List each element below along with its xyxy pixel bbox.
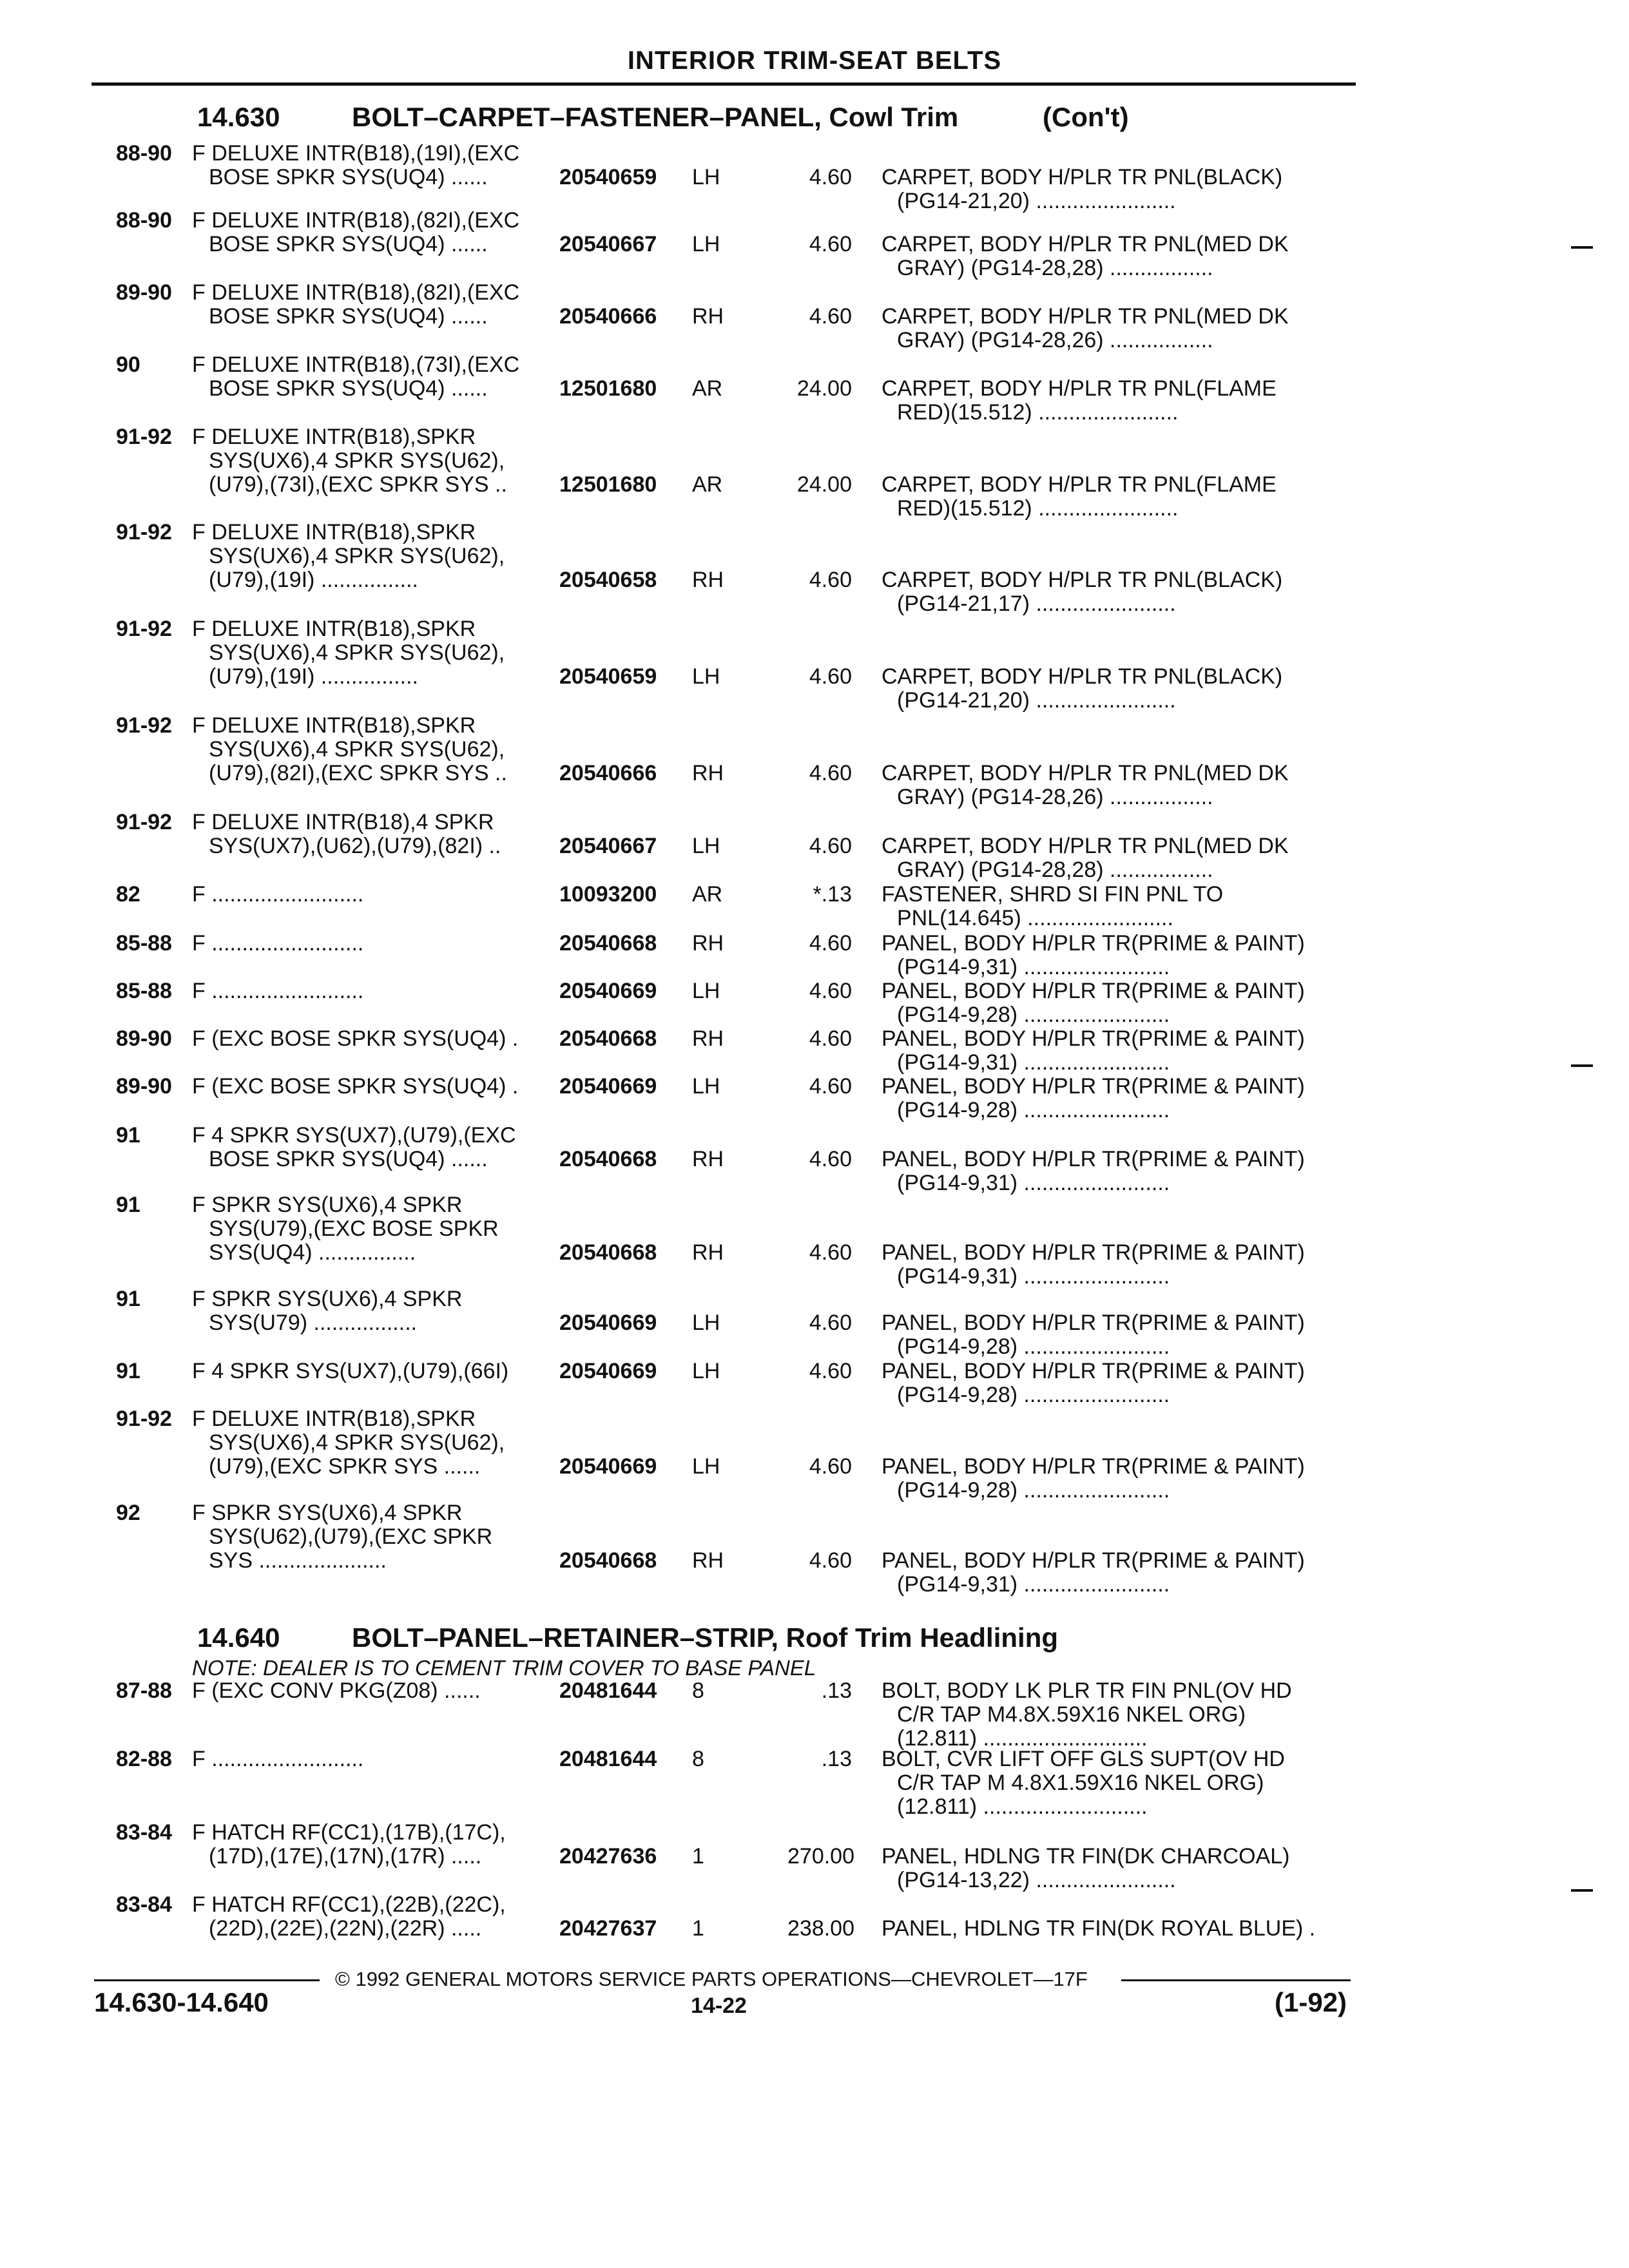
description-line: (PG14-21,17) ....................... <box>897 591 1176 616</box>
quantity: RH <box>692 568 724 592</box>
quantity: AR <box>692 882 723 907</box>
part-description <box>882 1241 1305 1289</box>
usage-description <box>192 1747 363 1771</box>
usage-description <box>192 1075 518 1099</box>
section-title: BOLT–CARPET–FASTENER–PANEL, Cowl Trim <box>352 102 959 132</box>
usage-line: BOSE SPKR SYS(UQ4) ...... <box>209 1147 488 1171</box>
quantity: LH <box>692 232 720 256</box>
price: 4.60 <box>809 1548 852 1573</box>
usage-line: F DELUXE INTR(B18),(82I),(EXC <box>192 280 520 305</box>
part-description <box>882 1027 1305 1075</box>
quantity: LH <box>692 664 720 689</box>
price: 4.60 <box>809 1454 852 1479</box>
header-rule <box>92 82 1356 86</box>
usage-line: SYS(UX6),4 SPKR SYS(U62), <box>209 1430 505 1455</box>
part-description <box>882 1075 1305 1122</box>
part-number: 20540659 <box>559 165 657 189</box>
usage-description <box>192 209 519 256</box>
usage-description <box>192 281 519 329</box>
price: 4.60 <box>809 1311 852 1335</box>
usage-description <box>192 1193 499 1265</box>
part-description <box>882 1148 1305 1195</box>
usage-line: F DELUXE INTR(B18),4 SPKR <box>192 810 494 834</box>
description-line: GRAY) (PG14-28,28) ................. <box>897 858 1213 882</box>
part-number: 10093200 <box>559 882 657 907</box>
quantity: 1 <box>692 1916 704 1941</box>
description-line: CARPET, BODY H/PLR TR PNL(FLAME <box>882 472 1277 497</box>
usage-line: F DELUXE INTR(B18),SPKR <box>192 520 476 544</box>
usage-line: F ......................... <box>192 979 364 1003</box>
price: .13 <box>821 1747 852 1771</box>
part-number: 20540666 <box>559 761 657 785</box>
price: 24.00 <box>796 376 852 401</box>
model-years: 85-88 <box>116 979 172 1003</box>
section-title: BOLT–PANEL–RETAINER–STRIP, Roof Trim Headlining <box>352 1622 1058 1653</box>
section-number: 14.640 <box>197 1622 280 1653</box>
part-number: 20540668 <box>559 1548 657 1573</box>
usage-line: F ......................... <box>192 931 364 956</box>
usage-line: SYS(UX7),(U62),(U79),(82I) .. <box>209 834 501 858</box>
description-line: (12.811) ........................... <box>897 1794 1148 1819</box>
usage-line: SYS(U62),(U79),(EXC SPKR <box>209 1524 493 1549</box>
usage-description <box>192 979 363 1003</box>
section-note: NOTE: DEALER IS TO CEMENT TRIM COVER TO BASE PANEL <box>192 1656 816 1680</box>
part-number: 20540669 <box>559 979 657 1003</box>
part-number: 20540667 <box>559 232 657 256</box>
usage-line: F SPKR SYS(UX6),4 SPKR <box>192 1501 463 1525</box>
description-line: C/R TAP M4.8X.59X16 NKEL ORG) <box>897 1702 1246 1727</box>
model-years: 89-90 <box>116 1026 172 1051</box>
quantity: AR <box>692 472 723 497</box>
part-number: 20481644 <box>559 1678 657 1703</box>
description-line: PANEL, BODY H/PLR TR(PRIME & PAINT) <box>882 1311 1305 1335</box>
margin-tick <box>1571 1889 1593 1892</box>
usage-line: SYS(UX6),4 SPKR SYS(U62), <box>209 737 505 762</box>
usage-description <box>192 1679 481 1703</box>
usage-line: F HATCH RF(CC1),(22B),(22C), <box>192 1892 506 1917</box>
usage-line: SYS(U79),(EXC BOSE SPKR <box>209 1216 499 1241</box>
description-line: PANEL, BODY H/PLR TR(PRIME & PAINT) <box>882 1074 1305 1099</box>
description-line: FASTENER, SHRD SI FIN PNL TO <box>882 882 1224 907</box>
price: 4.60 <box>809 979 852 1003</box>
price: 4.60 <box>809 931 852 956</box>
description-line: BOLT, CVR LIFT OFF GLS SUPT(OV HD <box>882 1747 1285 1771</box>
description-line: (PG14-9,31) ........................ <box>897 1171 1170 1195</box>
description-line: (PG14-9,28) ........................ <box>897 1383 1170 1407</box>
description-line: CARPET, BODY H/PLR TR PNL(BLACK) <box>882 664 1283 689</box>
usage-line: (U79),(19I) ................ <box>209 568 418 592</box>
usage-description <box>192 1893 506 1941</box>
price: 4.60 <box>809 165 852 189</box>
usage-line: BOSE SPKR SYS(UQ4) ...... <box>209 165 488 189</box>
usage-line: F DELUXE INTR(B18),(82I),(EXC <box>192 208 520 233</box>
part-number: 20540668 <box>559 931 657 956</box>
usage-line: F SPKR SYS(UX6),4 SPKR <box>192 1287 463 1311</box>
margin-tick <box>1571 1064 1593 1067</box>
usage-line: (17D),(17E),(17N),(17R) ..... <box>209 1844 482 1869</box>
model-years: 88-90 <box>116 141 172 166</box>
price: *.13 <box>813 882 852 907</box>
quantity: RH <box>692 1026 724 1051</box>
usage-description <box>192 932 363 956</box>
description-line: PANEL, HDLNG TR FIN(DK CHARCOAL) <box>882 1844 1290 1869</box>
usage-line: SYS(UQ4) ................ <box>209 1240 416 1265</box>
description-line: CARPET, BODY H/PLR TR PNL(FLAME <box>882 376 1277 401</box>
footer-rule-left <box>94 1979 320 1981</box>
part-description <box>882 377 1277 425</box>
part-number: 20540666 <box>559 304 657 329</box>
usage-line: F DELUXE INTR(B18),SPKR <box>192 617 476 641</box>
price: 4.60 <box>809 232 852 256</box>
part-number: 20540669 <box>559 1359 657 1383</box>
description-line: PANEL, BODY H/PLR TR(PRIME & PAINT) <box>882 1548 1305 1573</box>
description-line: PANEL, BODY H/PLR TR(PRIME & PAINT) <box>882 1359 1305 1383</box>
model-years: 91 <box>116 1193 140 1217</box>
part-description <box>882 233 1289 280</box>
description-line: C/R TAP M 4.8X1.59X16 NKEL ORG) <box>897 1771 1264 1795</box>
part-number: 20540669 <box>559 1311 657 1335</box>
price: 4.60 <box>809 1359 852 1383</box>
part-number: 20540659 <box>559 664 657 689</box>
usage-line: SYS(UX6),4 SPKR SYS(U62), <box>209 544 505 568</box>
part-description <box>882 665 1282 713</box>
model-years: 85-88 <box>116 931 172 956</box>
model-years: 91-92 <box>116 713 172 738</box>
usage-line: SYS(U79) ................. <box>209 1311 418 1335</box>
usage-description <box>192 714 507 785</box>
footer-page-number: 14-22 <box>691 1994 747 2018</box>
price: 4.60 <box>809 304 852 329</box>
usage-line: SYS(UX6),4 SPKR SYS(U62), <box>209 640 505 665</box>
part-number: 12501680 <box>559 376 657 401</box>
usage-description <box>192 1287 462 1335</box>
model-years: 88-90 <box>116 208 172 233</box>
description-line: (PG14-9,28) ........................ <box>897 1098 1170 1122</box>
quantity: LH <box>692 979 720 1003</box>
quantity: 8 <box>692 1747 704 1771</box>
part-description <box>882 1360 1305 1407</box>
quantity: LH <box>692 1311 720 1335</box>
margin-tick <box>1571 246 1593 249</box>
description-line: PANEL, BODY H/PLR TR(PRIME & PAINT) <box>882 1454 1305 1479</box>
description-line: PNL(14.645) ........................ <box>897 906 1173 930</box>
model-years: 83-84 <box>116 1820 172 1845</box>
description-line: CARPET, BODY H/PLR TR PNL(MED DK <box>882 761 1289 785</box>
model-years: 91-92 <box>116 617 172 641</box>
description-line: (PG14-13,22) ....................... <box>897 1868 1176 1892</box>
price: 4.60 <box>809 834 852 858</box>
part-number: 20427636 <box>559 1844 657 1869</box>
description-line: PANEL, HDLNG TR FIN(DK ROYAL BLUE) . <box>882 1916 1316 1941</box>
part-number: 20540658 <box>559 568 657 592</box>
model-years: 91-92 <box>116 425 172 449</box>
price: .13 <box>821 1678 852 1703</box>
part-description <box>882 1549 1305 1597</box>
quantity: LH <box>692 1359 720 1383</box>
quantity: LH <box>692 834 720 858</box>
part-description <box>882 932 1305 979</box>
description-line: GRAY) (PG14-28,28) ................. <box>897 256 1213 280</box>
usage-line: F 4 SPKR SYS(UX7),(U79),(66I) <box>192 1359 509 1383</box>
description-line: (PG14-9,31) ........................ <box>897 1050 1170 1075</box>
model-years: 91-92 <box>116 1407 172 1431</box>
quantity: AR <box>692 376 723 401</box>
page-header-title: INTERIOR TRIM-SEAT BELTS <box>627 46 1002 75</box>
usage-line: BOSE SPKR SYS(UQ4) ...... <box>209 304 488 329</box>
part-number: 20427637 <box>559 1916 657 1941</box>
part-number: 20540669 <box>559 1074 657 1099</box>
description-line: CARPET, BODY H/PLR TR PNL(BLACK) <box>882 165 1283 189</box>
description-line: (PG14-9,28) ........................ <box>897 1478 1170 1503</box>
price: 4.60 <box>809 1074 852 1099</box>
part-description <box>882 1917 1315 1941</box>
usage-description <box>192 883 363 907</box>
description-line: GRAY) (PG14-28,26) ................. <box>897 328 1213 352</box>
section-heading-14-640 <box>197 1622 1357 1655</box>
usage-description <box>192 811 501 858</box>
usage-line: SYS ..................... <box>209 1548 387 1573</box>
part-description <box>882 473 1277 521</box>
usage-line: F 4 SPKR SYS(UX7),(U79),(EXC <box>192 1123 516 1148</box>
price: 4.60 <box>809 761 852 785</box>
description-line: (12.811) ........................... <box>897 1726 1148 1751</box>
usage-description <box>192 353 519 401</box>
quantity: RH <box>692 1548 724 1573</box>
model-years: 91-92 <box>116 520 172 544</box>
quantity: 8 <box>692 1678 704 1703</box>
part-number: 20540669 <box>559 1454 657 1479</box>
section-number: 14.630 <box>197 102 280 132</box>
description-line: RED)(15.512) ....................... <box>897 496 1179 521</box>
section-continued: (Con't) <box>1043 102 1129 132</box>
usage-line: F ......................... <box>192 882 364 907</box>
part-description <box>882 1455 1305 1503</box>
part-number: 12501680 <box>559 472 657 497</box>
usage-line: SYS(UX6),4 SPKR SYS(U62), <box>209 448 505 473</box>
usage-line: (U79),(73I),(EXC SPKR SYS .. <box>209 472 507 497</box>
description-line: GRAY) (PG14-28,26) ................. <box>897 785 1213 809</box>
model-years: 89-90 <box>116 1074 172 1099</box>
footer-date: (1-92) <box>1275 1987 1347 2017</box>
part-description <box>882 834 1289 882</box>
description-line: PANEL, BODY H/PLR TR(PRIME & PAINT) <box>882 979 1305 1003</box>
quantity: LH <box>692 1454 720 1479</box>
quantity: RH <box>692 761 724 785</box>
price: 4.60 <box>809 1240 852 1265</box>
price: 4.60 <box>809 1026 852 1051</box>
usage-line: F DELUXE INTR(B18),SPKR <box>192 713 476 738</box>
footer-section-range: 14.630-14.640 <box>94 1987 269 2017</box>
part-description <box>882 1679 1292 1751</box>
usage-line: F HATCH RF(CC1),(17B),(17C), <box>192 1820 506 1845</box>
usage-line: (U79),(19I) ................ <box>209 664 418 689</box>
description-line: BOLT, BODY LK PLR TR FIN PNL(OV HD <box>882 1678 1292 1703</box>
model-years: 91 <box>116 1123 140 1148</box>
price: 4.60 <box>809 568 852 592</box>
description-line: (PG14-9,28) ........................ <box>897 1334 1170 1359</box>
usage-line: F (EXC CONV PKG(Z08) ...... <box>192 1678 481 1703</box>
model-years: 87-88 <box>116 1678 172 1703</box>
usage-line: BOSE SPKR SYS(UQ4) ...... <box>209 376 488 401</box>
part-number: 20540667 <box>559 834 657 858</box>
part-number: 20540668 <box>559 1026 657 1051</box>
part-number: 20540668 <box>559 1240 657 1265</box>
usage-line: (U79),(82I),(EXC SPKR SYS .. <box>209 761 507 785</box>
usage-description <box>192 425 507 497</box>
usage-description <box>192 617 505 689</box>
part-number: 20481644 <box>559 1747 657 1771</box>
usage-description <box>192 142 519 189</box>
part-description <box>882 883 1223 930</box>
part-description <box>882 979 1305 1027</box>
description-line: (PG14-9,31) ........................ <box>897 1572 1170 1597</box>
price: 238.00 <box>787 1916 854 1941</box>
model-years: 91-92 <box>116 810 172 834</box>
quantity: 1 <box>692 1844 704 1869</box>
footer-rule-right <box>1121 1979 1351 1981</box>
price: 4.60 <box>809 664 852 689</box>
model-years: 91 <box>116 1287 140 1311</box>
description-line: (PG14-9,31) ........................ <box>897 1264 1170 1289</box>
part-description <box>882 568 1282 616</box>
usage-line: F (EXC BOSE SPKR SYS(UQ4) . <box>192 1074 519 1099</box>
description-line: (PG14-21,20) ....................... <box>897 688 1176 713</box>
quantity: RH <box>692 931 724 956</box>
description-line: (PG14-21,20) ....................... <box>897 189 1176 213</box>
description-line: CARPET, BODY H/PLR TR PNL(MED DK <box>882 232 1289 256</box>
usage-description <box>192 1407 505 1479</box>
usage-line: F SPKR SYS(UX6),4 SPKR <box>192 1193 463 1217</box>
usage-description <box>192 1124 516 1171</box>
usage-line: (22D),(22E),(22N),(22R) ..... <box>209 1916 482 1941</box>
quantity: RH <box>692 1147 724 1171</box>
part-description <box>882 166 1282 213</box>
section-heading-14-630 <box>197 102 1357 134</box>
description-line: CARPET, BODY H/PLR TR PNL(MED DK <box>882 304 1289 329</box>
part-number: 20540668 <box>559 1147 657 1171</box>
usage-line: F DELUXE INTR(B18),(19I),(EXC <box>192 141 520 166</box>
model-years: 82-88 <box>116 1747 172 1771</box>
quantity: RH <box>692 304 724 329</box>
model-years: 91 <box>116 1359 140 1383</box>
part-description <box>882 1311 1305 1359</box>
description-line: RED)(15.512) ....................... <box>897 400 1179 425</box>
usage-description <box>192 521 505 592</box>
part-description <box>882 1747 1285 1819</box>
usage-line: F DELUXE INTR(B18),(73I),(EXC <box>192 352 520 377</box>
model-years: 92 <box>116 1501 140 1525</box>
part-description <box>882 305 1289 352</box>
quantity: LH <box>692 1074 720 1099</box>
model-years: 83-84 <box>116 1892 172 1917</box>
description-line: CARPET, BODY H/PLR TR PNL(MED DK <box>882 834 1289 858</box>
usage-line: F DELUXE INTR(B18),SPKR <box>192 425 476 449</box>
description-line: PANEL, BODY H/PLR TR(PRIME & PAINT) <box>882 931 1305 956</box>
description-line: PANEL, BODY H/PLR TR(PRIME & PAINT) <box>882 1240 1305 1265</box>
quantity: LH <box>692 165 720 189</box>
description-line: PANEL, BODY H/PLR TR(PRIME & PAINT) <box>882 1026 1305 1051</box>
description-line: CARPET, BODY H/PLR TR PNL(BLACK) <box>882 568 1283 592</box>
price: 24.00 <box>796 472 852 497</box>
model-years: 90 <box>116 352 140 377</box>
description-line: PANEL, BODY H/PLR TR(PRIME & PAINT) <box>882 1147 1305 1171</box>
part-description <box>882 1845 1290 1892</box>
usage-description <box>192 1360 508 1383</box>
price: 4.60 <box>809 1147 852 1171</box>
usage-description <box>192 1501 492 1573</box>
model-years: 82 <box>116 882 140 907</box>
usage-line: F (EXC BOSE SPKR SYS(UQ4) . <box>192 1026 519 1051</box>
price: 270.00 <box>787 1844 854 1869</box>
usage-line: (U79),(EXC SPKR SYS ...... <box>209 1454 481 1479</box>
quantity: RH <box>692 1240 724 1265</box>
usage-description <box>192 1821 506 1869</box>
usage-line: F DELUXE INTR(B18),SPKR <box>192 1407 476 1431</box>
usage-line: BOSE SPKR SYS(UQ4) ...... <box>209 232 488 256</box>
model-years: 89-90 <box>116 280 172 305</box>
description-line: (PG14-9,31) ........................ <box>897 955 1170 979</box>
usage-line: F ......................... <box>192 1747 364 1771</box>
footer-copyright: © 1992 GENERAL MOTORS SERVICE PARTS OPERATIONS—CHEVROLET—17F <box>335 1968 1088 1990</box>
usage-description <box>192 1027 518 1051</box>
description-line: (PG14-9,28) ........................ <box>897 1003 1170 1027</box>
part-description <box>882 762 1289 809</box>
